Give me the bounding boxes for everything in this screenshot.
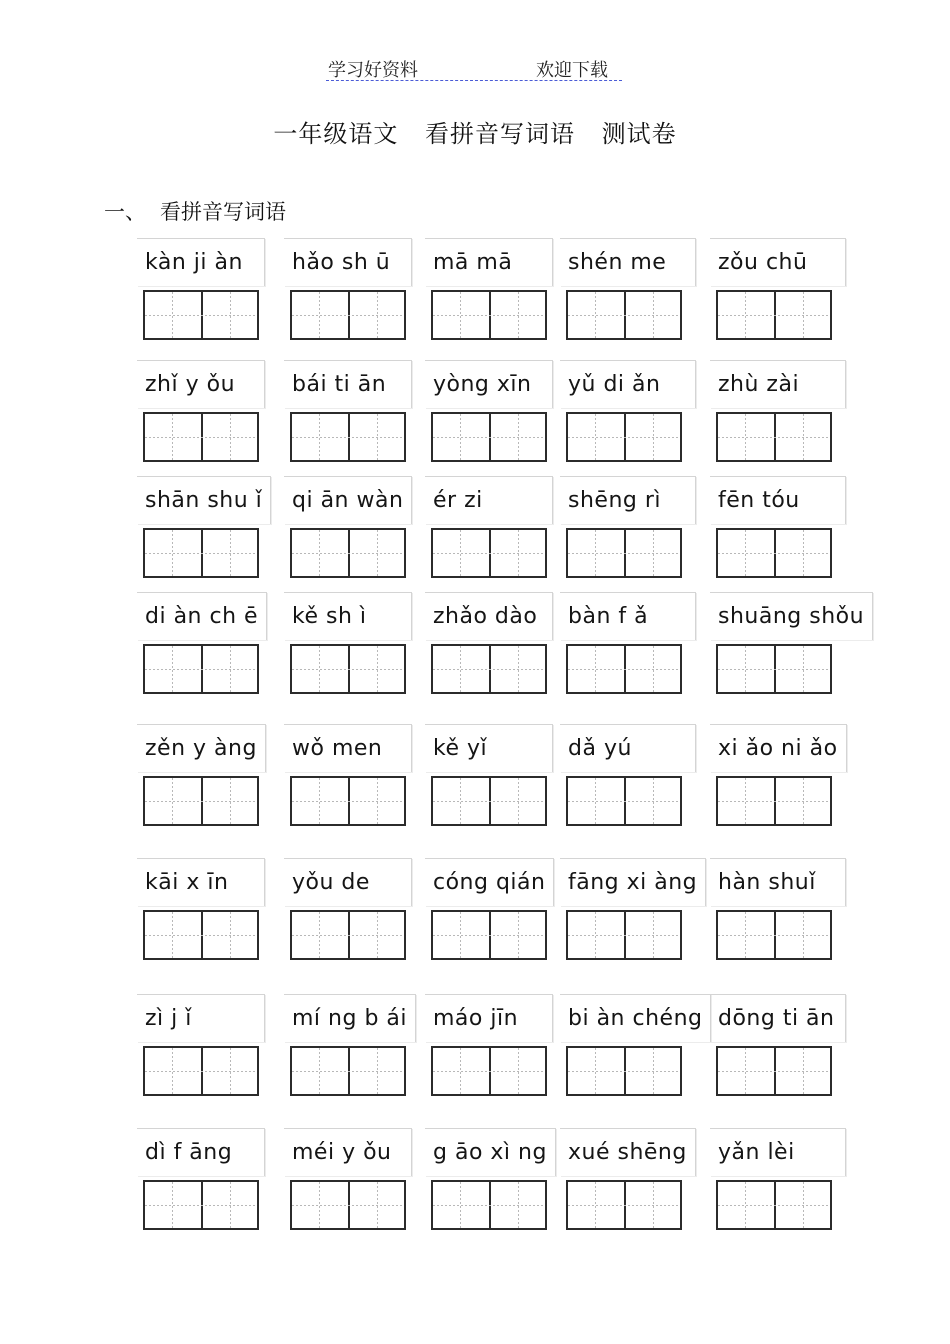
word-item [560,1128,700,1248]
guide-line [803,1048,804,1094]
guide-line [518,912,519,958]
pinyin-label: méi y ǒu [284,1128,412,1176]
page-header [326,56,622,81]
guide-line [568,1205,680,1206]
word-item [137,360,277,480]
guide-line [745,646,746,692]
pinyin-label: zǒu chū [710,238,846,286]
guide-line [433,553,545,554]
guide-line [230,414,231,460]
pinyin-label: dì f āng [137,1128,265,1176]
word-item [710,592,865,712]
title-part-grade: 一年级语文 [273,120,399,148]
guide-line [595,1048,596,1094]
word-item [137,476,277,596]
guide-line [460,646,461,692]
writing-box-pair[interactable] [566,1046,682,1096]
guide-line [172,1182,173,1228]
guide-line [745,912,746,958]
guide-line [172,646,173,692]
guide-line [745,1182,746,1228]
pinyin-label: shuāng shǒu [710,592,873,640]
writing-box-pair[interactable] [290,412,406,462]
pinyin-label: kě sh ì [284,592,412,640]
writing-box-pair[interactable] [143,290,259,340]
writing-box-pair[interactable] [143,1180,259,1230]
guide-line [745,292,746,338]
pinyin-label: xué shēng [560,1128,696,1176]
word-item [425,994,565,1114]
word-item [560,360,700,480]
guide-line [568,437,680,438]
guide-line [230,778,231,824]
pinyin-label: bi àn chéng [560,994,711,1042]
guide-line [568,315,680,316]
pinyin-label: yòng xīn [425,360,553,408]
guide-line [319,912,320,958]
writing-box-pair[interactable] [716,528,832,578]
guide-line [518,1048,519,1094]
guide-line [230,646,231,692]
word-item [425,724,565,844]
pinyin-label: mā mā [425,238,553,286]
word-item [137,1128,277,1248]
writing-box-pair[interactable] [716,412,832,462]
word-item [710,476,850,596]
guide-line [803,912,804,958]
pinyin-label: bái ti ān [284,360,412,408]
guide-line [377,530,378,576]
writing-box-pair[interactable] [716,290,832,340]
pinyin-label: mí ng b ái [284,994,416,1042]
word-item [425,592,565,712]
guide-line [595,1182,596,1228]
guide-line [377,912,378,958]
guide-line [377,292,378,338]
writing-box-pair[interactable] [143,644,259,694]
guide-line [377,1048,378,1094]
writing-box-pair[interactable] [143,528,259,578]
writing-box-pair[interactable] [290,910,406,960]
pinyin-label: ér zi [425,476,553,524]
word-item [710,994,850,1114]
guide-line [377,414,378,460]
word-item [284,1128,424,1248]
guide-line [568,1071,680,1072]
pinyin-label: kàn ji àn [137,238,265,286]
guide-line [803,778,804,824]
guide-line [568,553,680,554]
pinyin-label: yǔ di ǎn [560,360,696,408]
word-item [137,858,277,978]
guide-line [145,437,257,438]
guide-line [319,414,320,460]
guide-line [653,414,654,460]
pinyin-label: qi ān wàn [284,476,412,524]
word-item [560,994,703,1114]
guide-line [745,778,746,824]
guide-line [145,315,257,316]
guide-line [718,1071,830,1072]
pinyin-label: máo jīn [425,994,553,1042]
guide-line [718,935,830,936]
pinyin-label: shān shu ǐ [137,476,271,524]
guide-line [433,935,545,936]
word-item [425,360,565,480]
writing-box-pair[interactable] [566,1180,682,1230]
guide-line [460,912,461,958]
word-item [137,724,277,844]
guide-line [377,778,378,824]
guide-line [292,1205,404,1206]
pinyin-label: cóng qián [425,858,554,906]
word-item [710,1128,850,1248]
guide-line [595,646,596,692]
guide-line [595,778,596,824]
pinyin-label: shén me [560,238,696,286]
guide-line [518,646,519,692]
word-item [560,238,700,358]
guide-line [230,530,231,576]
guide-line [433,1205,545,1206]
writing-box-pair[interactable] [566,412,682,462]
guide-line [172,912,173,958]
pinyin-label: zhǎo dào [425,592,553,640]
pinyin-label: kāi x īn [137,858,265,906]
guide-line [319,1048,320,1094]
guide-line [718,437,830,438]
guide-line [230,1048,231,1094]
guide-line [518,778,519,824]
guide-line [292,315,404,316]
pinyin-label: yǎn lèi [710,1128,846,1176]
word-item [284,238,424,358]
guide-line [460,292,461,338]
pinyin-label: dǎ yú [560,724,696,772]
writing-box-pair[interactable] [290,644,406,694]
pinyin-label: zěn y àng [137,724,266,772]
word-item [560,724,700,844]
guide-line [595,414,596,460]
writing-box-pair[interactable] [290,528,406,578]
guide-line [568,935,680,936]
writing-box-pair[interactable] [716,1046,832,1096]
guide-line [460,778,461,824]
guide-line [292,935,404,936]
guide-line [568,669,680,670]
guide-line [172,778,173,824]
writing-box-pair[interactable] [716,644,832,694]
guide-line [319,292,320,338]
writing-box-pair[interactable] [431,1180,547,1230]
section-label: 看拼音写词语 [160,200,286,224]
pinyin-label: hàn shuǐ [710,858,846,906]
pinyin-label: yǒu de [284,858,412,906]
word-item [710,724,850,844]
guide-line [145,1205,257,1206]
guide-line [460,1182,461,1228]
word-item [425,238,565,358]
word-item [560,592,700,712]
writing-box-pair[interactable] [143,910,259,960]
word-item [137,994,277,1114]
guide-line [319,778,320,824]
pinyin-label: zhǐ y ǒu [137,360,265,408]
guide-line [653,646,654,692]
guide-line [230,912,231,958]
writing-box-pair[interactable] [431,644,547,694]
writing-box-pair[interactable] [566,910,682,960]
guide-line [460,1048,461,1094]
guide-line [230,292,231,338]
guide-line [145,801,257,802]
guide-line [803,530,804,576]
pinyin-label: zhù zài [710,360,846,408]
guide-line [292,669,404,670]
word-item [284,724,424,844]
writing-box-pair[interactable] [431,528,547,578]
writing-box-pair[interactable] [716,776,832,826]
guide-line [518,414,519,460]
guide-line [319,530,320,576]
guide-line [745,414,746,460]
word-item [710,858,850,978]
writing-box-pair[interactable] [290,1046,406,1096]
writing-box-pair[interactable] [431,290,547,340]
guide-line [718,1205,830,1206]
guide-line [145,669,257,670]
writing-box-pair[interactable] [290,776,406,826]
guide-line [172,414,173,460]
guide-line [230,1182,231,1228]
writing-box-pair[interactable] [566,290,682,340]
pinyin-label: g āo xì ng [425,1128,556,1176]
guide-line [145,935,257,936]
guide-line [803,1182,804,1228]
pinyin-label: bàn f ǎ [560,592,696,640]
guide-line [460,530,461,576]
word-item [425,1128,565,1248]
guide-line [745,1048,746,1094]
word-item [710,360,850,480]
pinyin-label: hǎo sh ū [284,238,412,286]
writing-box-pair[interactable] [143,412,259,462]
guide-line [653,778,654,824]
word-item [137,592,277,712]
guide-line [292,437,404,438]
section-heading [104,196,286,226]
section-number: 一、 [104,200,146,224]
writing-box-pair[interactable] [431,776,547,826]
guide-line [718,315,830,316]
guide-line [803,646,804,692]
guide-line [803,414,804,460]
guide-line [653,1048,654,1094]
writing-box-pair[interactable] [716,910,832,960]
guide-line [433,801,545,802]
guide-line [653,912,654,958]
title-part-topic: 看拼音写词语 [425,120,575,148]
word-item [284,592,424,712]
title-part-test: 测试卷 [601,120,677,148]
guide-line [718,801,830,802]
guide-line [377,646,378,692]
guide-line [595,912,596,958]
writing-box-pair[interactable] [566,528,682,578]
writing-box-pair[interactable] [431,1046,547,1096]
guide-line [653,292,654,338]
pinyin-label: fāng xi àng [560,858,706,906]
guide-line [518,1182,519,1228]
header-right-text: 欢迎下载 [536,60,608,81]
pinyin-label: dōng ti ān [710,994,846,1042]
word-item [560,476,700,596]
guide-line [518,530,519,576]
guide-line [595,530,596,576]
writing-box-pair[interactable] [566,644,682,694]
word-item [284,858,424,978]
writing-box-pair[interactable] [290,290,406,340]
pinyin-label: xi ǎo ni ǎo [710,724,847,772]
word-item [137,238,277,358]
guide-line [718,669,830,670]
writing-box-pair[interactable] [566,776,682,826]
guide-line [433,315,545,316]
writing-box-pair[interactable] [143,776,259,826]
guide-line [568,801,680,802]
guide-line [292,553,404,554]
pinyin-label: wǒ men [284,724,412,772]
guide-line [172,530,173,576]
guide-line [718,553,830,554]
guide-line [433,669,545,670]
writing-box-pair[interactable] [716,1180,832,1230]
pinyin-label: zì j ǐ [137,994,265,1042]
guide-line [172,1048,173,1094]
guide-line [319,646,320,692]
word-item [284,476,424,596]
guide-line [145,553,257,554]
guide-line [292,1071,404,1072]
header-left-text: 学习好资料 [328,60,418,81]
guide-line [433,1071,545,1072]
guide-line [377,1182,378,1228]
guide-line [653,530,654,576]
word-item [425,476,565,596]
writing-box-pair[interactable] [431,412,547,462]
pinyin-label: di àn ch ē [137,592,267,640]
writing-box-pair[interactable] [290,1180,406,1230]
guide-line [595,292,596,338]
word-item [710,238,850,358]
word-item [425,858,565,978]
word-item [284,360,424,480]
word-item [284,994,424,1114]
guide-line [518,292,519,338]
guide-line [172,292,173,338]
guide-line [292,801,404,802]
worksheet-title [0,114,950,149]
guide-line [653,1182,654,1228]
writing-box-pair[interactable] [431,910,547,960]
guide-line [460,414,461,460]
pinyin-label: shēng rì [560,476,696,524]
guide-line [433,437,545,438]
writing-box-pair[interactable] [143,1046,259,1096]
word-item [560,858,700,978]
guide-line [803,292,804,338]
pinyin-label: kě yǐ [425,724,553,772]
guide-line [745,530,746,576]
pinyin-label: fēn tóu [710,476,846,524]
guide-line [319,1182,320,1228]
guide-line [145,1071,257,1072]
